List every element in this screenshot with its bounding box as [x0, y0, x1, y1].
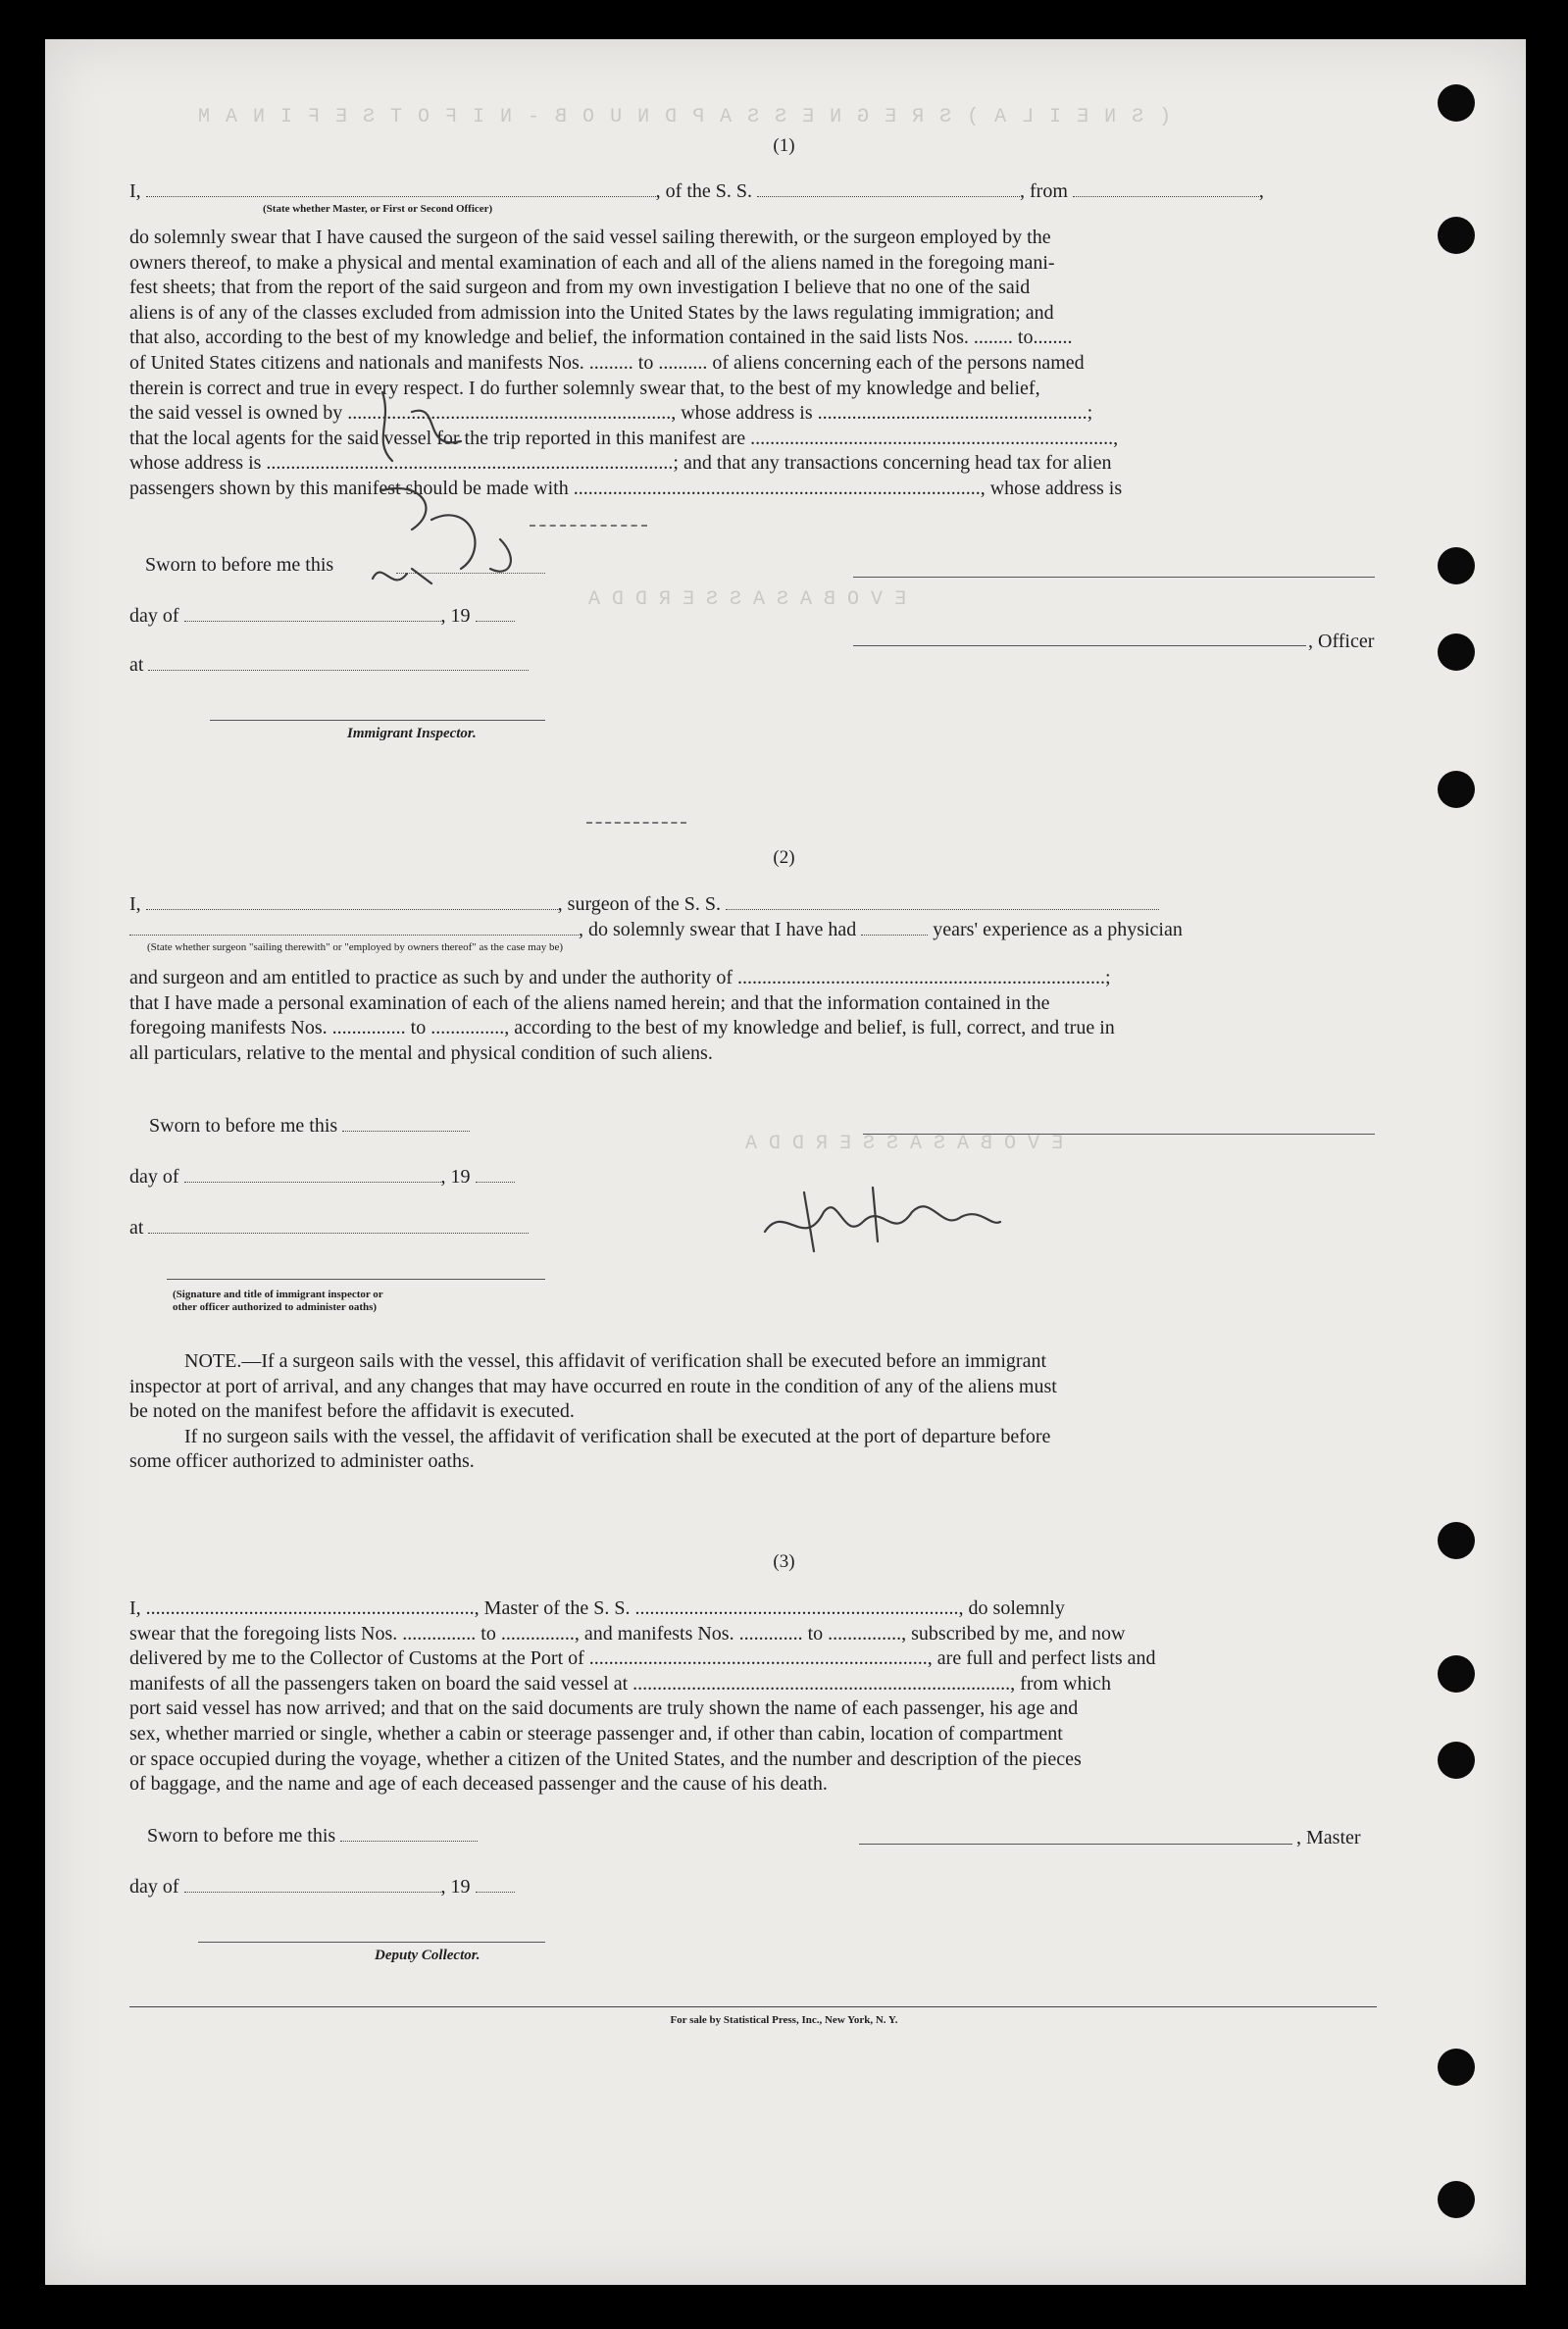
section-2-at-line: at: [129, 1216, 620, 1240]
punch-hole: [1438, 217, 1475, 254]
note-paragraph: NOTE.—If a surgeon sails with the vessel, this affidavit of verification shall be executed before an immigrant inspector at port of arrival, and any changes that may have occurred en route in the condition of any of the aliens must be noted on the manifest before the affidavit is executed. If no surgeon sails with the vessel, the affidavit of verification shall be executed at the port of departure before some officer authorized to administer oaths.: [129, 1350, 1057, 1473]
section-2-line-2: , do solemnly swear that I have had years' experience as a physician: [129, 918, 1377, 942]
surgeon-signature-line: [863, 1134, 1375, 1135]
section-3-paragraph: I, ..................................................................., Master of the S. S. .................................................................., do solemnly swear that the foregoing lists Nos. ............... to ..............., and manifests Nos. ............. to ..............., subscribed by me, and now delivered by me to the Collector of Customs at the Port of ....................................................................., are full and perfect lists and manifests of all the passengers taken on board the said vessel at ............................................................................., from which port said vessel has now arrived; and that on the said documents are truly shown the name of each passenger, his age and sex, whether married or single, whether a cabin or steerage passenger and, if other than cabin, location of compartment or space occupied during the voyage, whether a citizen of the United States, and the number and description of the pieces of baggage, and the name and age of each deceased passenger and the cause of his death.: [129, 1597, 1156, 1796]
section-1-paragraph: do solemnly swear that I have caused the surgeon of the said vessel sailing therewith, or the surgeon employed by the owners thereof, to make a physical and mental examination of each and all of the aliens named in the foregoing mani- fest sheets; that from the report of the said surgeon and from my own investigation I believe that no one of the said aliens is of any of the classes excluded from admission into the United States by the laws regulating immigration; and that also, according to the best of my knowledge and belief, the information contained in the said lists Nos. ........ to........ of United States citizens and nationals and manifests Nos. ......... to .......... of aliens concerning each of the persons named therein is correct and true in every respect. I do further solemnly swear that, to the best of my knowledge and belief, the said vessel is owned by .................................................................., whose address is .......................................................; that the local agents for the said vessel for the trip reported in this manifest are .........................................................................., whose address is ...................................................................................; and that any transactions concerning head tax for alien passengers shown by this manifest should be made with ..................................................................................., whose address is: [129, 227, 1123, 499]
section-2-sworn-line: Sworn to before me this: [149, 1114, 571, 1139]
section-2-heading: (2): [773, 847, 795, 868]
officer-signature-line-1: [853, 577, 1375, 578]
master-signature-line: [859, 1844, 1292, 1845]
punch-hole: [1438, 771, 1475, 808]
collector-caption: Deputy Collector.: [375, 1948, 481, 1963]
punch-hole: [1438, 547, 1475, 584]
punch-hole: [1438, 1742, 1475, 1779]
officer-signature-line-2: [853, 645, 1306, 646]
footer-rule: [129, 2006, 1377, 2007]
handwritten-mark: [353, 373, 549, 598]
section-3-day-line: day of , 19: [129, 1875, 620, 1899]
section-1-sublabel: (State whether Master, or First or Second Officer): [263, 203, 493, 215]
section-3-heading: (3): [773, 1551, 795, 1572]
note-label: NOTE.: [184, 1350, 242, 1372]
punch-hole: [1438, 2049, 1475, 2086]
inspector-caption: Immigrant Inspector.: [347, 726, 477, 741]
officer-label: , Officer: [1308, 631, 1375, 652]
master-label: , Master: [1296, 1827, 1361, 1848]
punch-hole: [1438, 84, 1475, 122]
punch-hole: [1438, 1655, 1475, 1693]
bleed-through-text: E V O B A S A S S E R D D A: [745, 1133, 1064, 1155]
bleed-through-text: E V O B A S A S S E R D D A: [588, 588, 907, 611]
printer-footer: For sale by Statistical Press, Inc., New York, N. Y.: [670, 2014, 898, 2026]
section-divider: [586, 822, 686, 824]
punch-hole: [1438, 633, 1475, 671]
section-2-paragraph: and surgeon and am entitled to practice as such by and under the authority of ...........................................................................; that I have made a personal examination of each of the aliens named herein; and that the information contained in the foregoing manifests Nos. ............... to ..............., according to the best of my knowledge and belief, is full, correct, and true in all particulars, relative to the mental and physical condition of such aliens.: [129, 967, 1115, 1064]
section-1-line-1: I, , of the S. S. , from ,: [129, 180, 1264, 202]
section-1-at-line: at: [129, 653, 620, 678]
inspector-signature-line: [210, 720, 545, 721]
punch-hole: [1438, 2181, 1475, 2218]
surgeon-signature: [745, 1173, 1010, 1261]
bleed-through-text: ( S N E I L A ) S R E G N E S S A P D N U O B - N I F O T S E F I N A M: [196, 106, 1172, 128]
section-1-heading: (1): [773, 135, 795, 156]
section-2-day-line: day of , 19: [129, 1165, 620, 1190]
collector-signature-line: [198, 1942, 545, 1943]
administrator-caption: (Signature and title of immigrant inspector or other officer authorized to administer oaths): [173, 1289, 383, 1313]
section-1-day-line: day of , 19: [129, 604, 620, 629]
section-2-sublabel: (State whether surgeon "sailing therewith" or "employed by owners thereof" as the case may be): [147, 941, 564, 953]
section-2-line-1: I, , surgeon of the S. S.: [129, 892, 1377, 917]
section-3-sworn-line: Sworn to before me this: [147, 1824, 569, 1848]
sworn-label: Sworn to before me this: [145, 554, 334, 576]
administrator-signature-line: [167, 1279, 545, 1280]
